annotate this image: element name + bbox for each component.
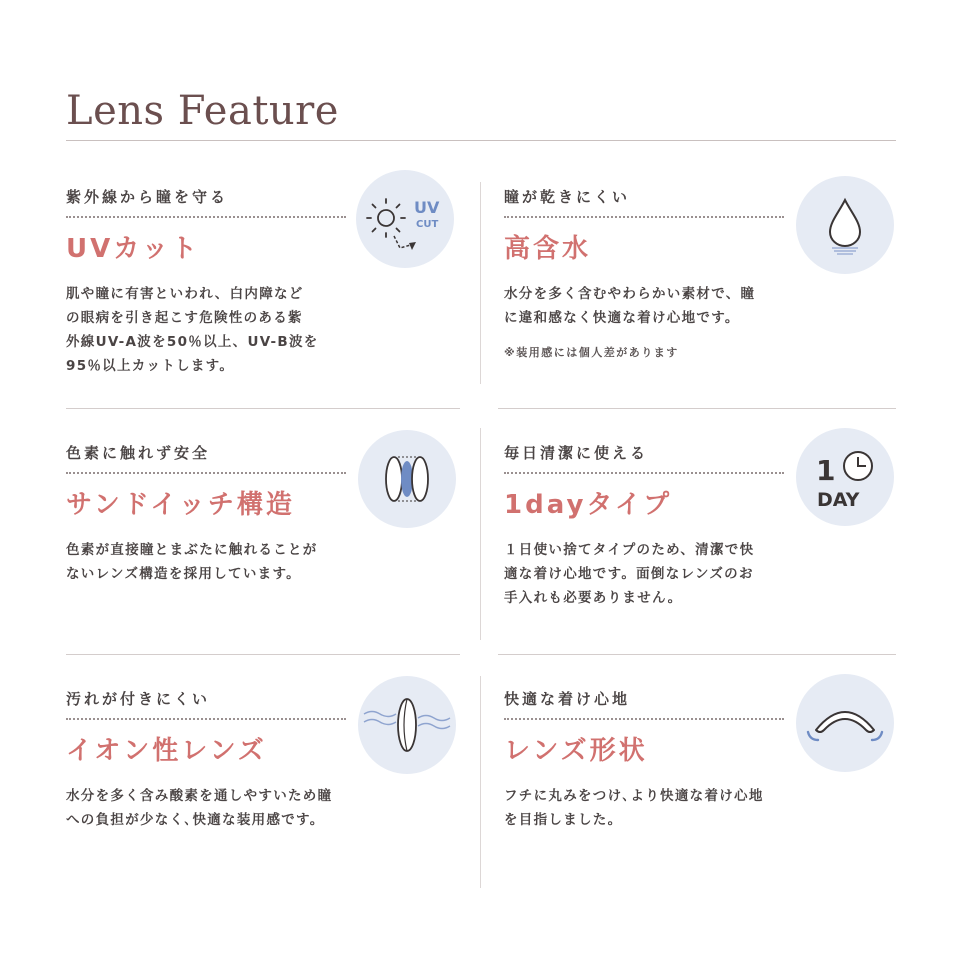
feature-name: 1dayタイプ <box>504 490 673 520</box>
water-drop-icon <box>796 176 894 274</box>
feature-subtitle: 汚れが付きにくい <box>66 690 211 708</box>
feature-description: 水分を多く含むやわらかい素材で、瞳 に違和感なく快適な着け心地です。 <box>504 286 756 326</box>
page-title: Lens Feature <box>66 88 339 134</box>
dotted-divider <box>66 472 346 474</box>
dotted-divider <box>66 718 346 720</box>
column-divider <box>480 182 481 384</box>
title-divider <box>66 140 896 141</box>
cut-icon-text: CUT <box>416 219 439 230</box>
feature-name: イオン性レンズ <box>66 736 267 766</box>
dotted-divider <box>504 718 784 720</box>
feature-subtitle: 紫外線から瞳を守る <box>66 188 229 206</box>
feature-name: 高含水 <box>504 234 592 264</box>
dotted-divider <box>66 216 346 218</box>
feature-name: サンドイッチ構造 <box>66 490 295 520</box>
ionic-lens-icon <box>358 676 456 774</box>
day-label-text: DAY <box>817 489 860 511</box>
feature-subtitle: 瞳が乾きにくい <box>504 188 631 206</box>
feature-subtitle: 色素に触れず安全 <box>66 444 211 462</box>
row-divider <box>66 654 460 655</box>
column-divider <box>480 676 481 888</box>
feature-description: 水分を多く含み酸素を通しやすいため瞳 への負担が少なく､快適な装用感です。 <box>66 788 333 828</box>
feature-note: ※装用感には個人差があります <box>504 346 679 359</box>
feature-description: 色素が直接瞳とまぶたに触れることが ないレンズ構造を採用しています。 <box>66 542 318 582</box>
feature-subtitle: 毎日清潔に使える <box>504 444 649 462</box>
column-divider <box>480 428 481 640</box>
lens-shape-icon <box>796 674 894 772</box>
feature-description: フチに丸みをつけ､より快適な着け心地 を目指しました。 <box>504 788 764 828</box>
feature-name: レンズ形状 <box>504 736 648 766</box>
one-day-clock-icon <box>796 428 894 526</box>
row-divider <box>498 654 896 655</box>
uv-icon-text: UV <box>414 198 440 217</box>
row-divider <box>66 408 460 409</box>
feature-name: UVカット <box>66 234 200 264</box>
row-divider <box>498 408 896 409</box>
feature-description: 肌や瞳に有害といわれ、白内障など の眼病を引き起こす危険性のある紫 外線UV-A波を50％以上、UV-B波を 95％以上カットします。 <box>66 286 319 374</box>
day-number-text: 1 <box>816 454 836 487</box>
feature-description: １日使い捨てタイプのため、清潔で快 適な着け心地です。面倒なレンズのお 手入れも必要ありません。 <box>504 542 755 606</box>
dotted-divider <box>504 216 784 218</box>
sandwich-lens-icon <box>358 430 456 528</box>
feature-subtitle: 快適な着け心地 <box>504 690 631 708</box>
uv-cut-icon <box>356 170 454 268</box>
dotted-divider <box>504 472 784 474</box>
